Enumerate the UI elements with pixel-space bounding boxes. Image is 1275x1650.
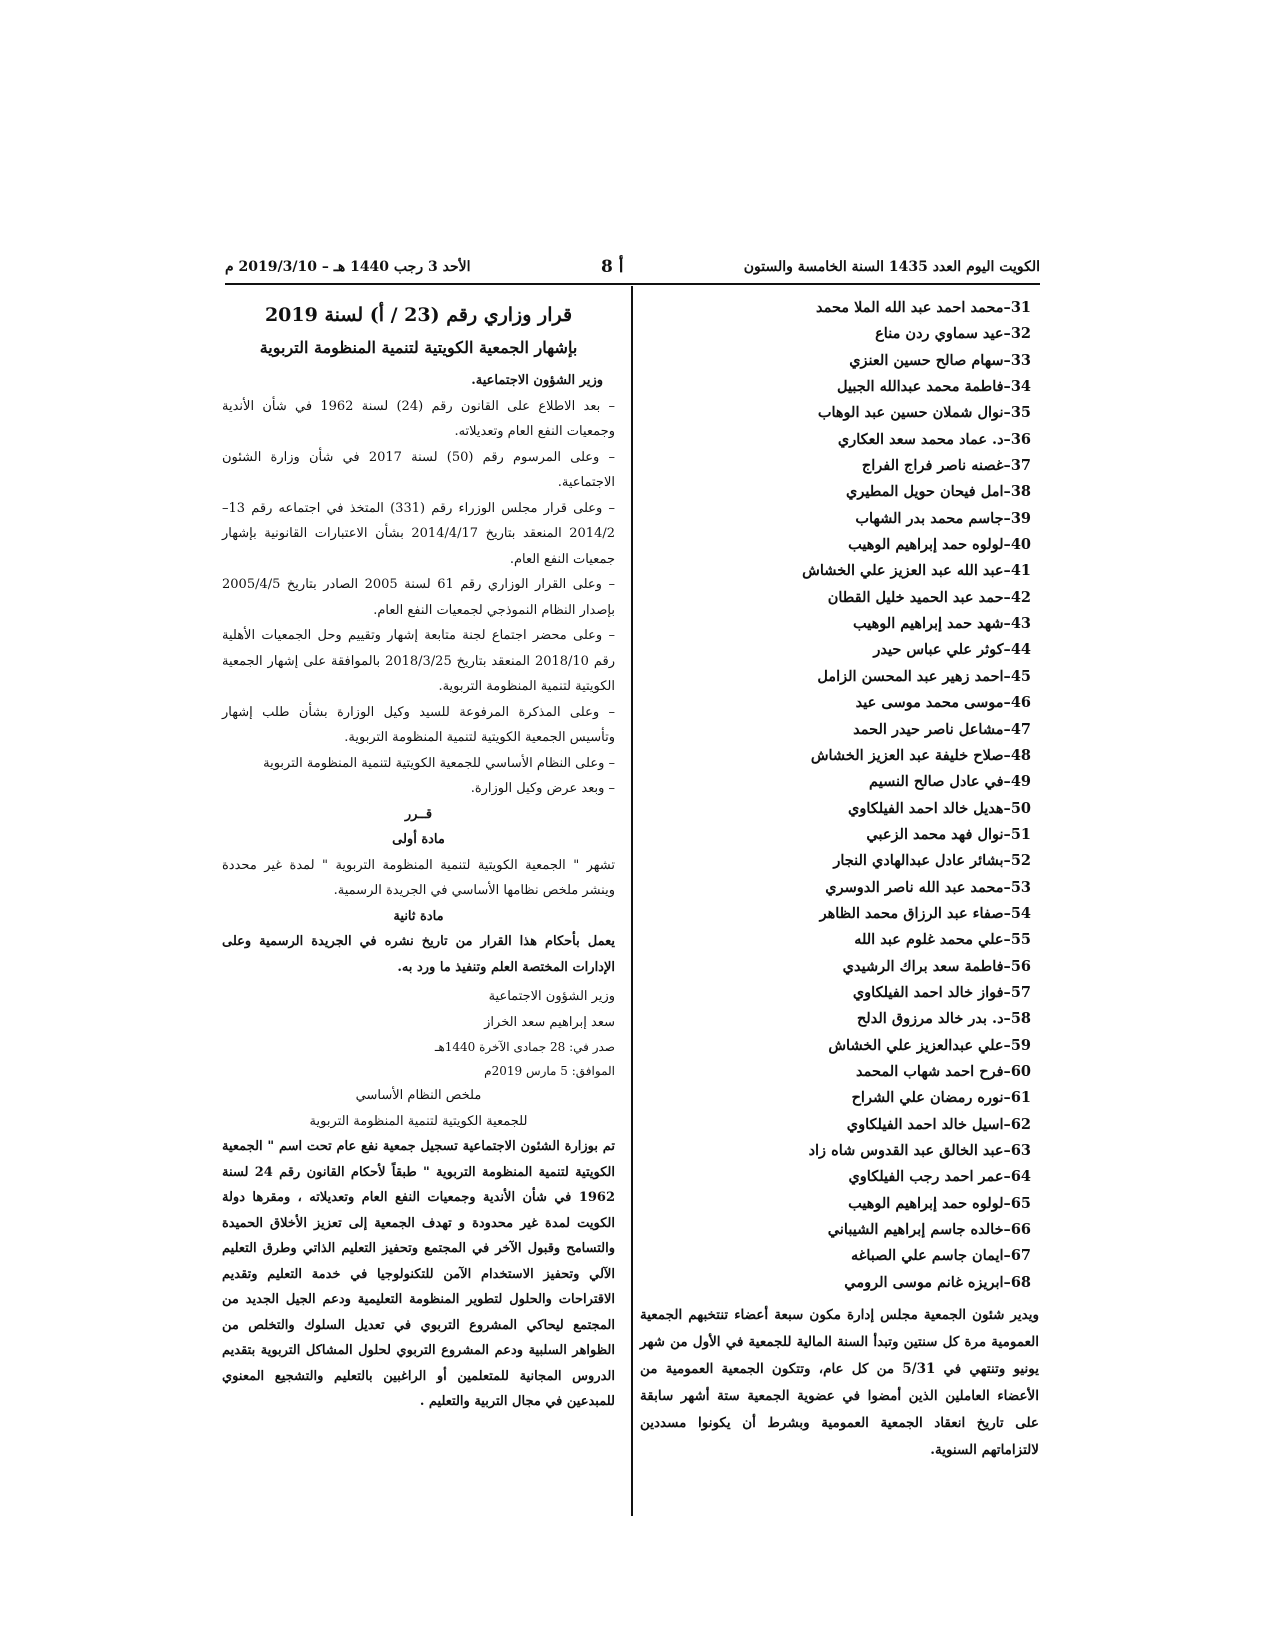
member-item: 61–نوره رمضان علي الشراح <box>851 1089 1031 1107</box>
left-column <box>222 298 615 1415</box>
issue-date: الأحد 3 رجب 1440 هـ – 2019/3/10 م <box>225 259 471 275</box>
dash-bullet: – <box>602 500 615 516</box>
member-item: 53–محمد عبد الله ناصر الدوسري <box>825 878 1031 896</box>
member-item: 59–علي عبدالعزيز علي الخشاش <box>828 1036 1031 1054</box>
member-item: 51–نوال فهد محمد الزعبي <box>866 825 1031 843</box>
header-divider <box>225 283 1040 285</box>
summary-text: تم بوزارة الشئون الاجتماعية تسجيل جمعية نفع عام تحت اسم " الجمعية الكويتية لتنمية المنظومة التربوية " طبقاً لأحكام القانون رقم 24 لسنة 1962 في شأن الأندية وجمعيات النفع العام وتعديلاته ، ومقرها دولة الكويت لمدة غير محدودة و تهدف الجمعية إلى تعزيز الأخلاق الحميدة والتسامح وقبول الآخر في المجتمع وتحفيز التعليم الذاتي وطرق التعليم الآلي وتحفيز الاستخدام الآمن للتكنولوجيا في خدمة التعليم وتقديم الاقتراحات والحلول لتطوير المنظومة التعليمية ودعم الجيل الجديد من المجتمع ليحاكي المشروع التربوي في تعديل السلوك والتخلص من الظواهر السلبية ودعم المشروع التربوي لحلول المشاكل التربوية بتقديم الدروس المجانية للمتعلمين أو الراغبين بالتعليم والتشجيع المعنوي للمبدعين في مجال التربية والتعليم . <box>222 1139 615 1409</box>
dash-bullet: – <box>604 781 615 796</box>
issued-hijri-date: صدر في: 28 جمادى الآخرة 1440هـ <box>434 1040 615 1054</box>
member-item: 47–مشاعل ناصر حيدر الحمد <box>853 720 1031 738</box>
member-item: 67–ايمان جاسم علي الصباغه <box>851 1247 1031 1265</box>
article-1-title: مادة أولى <box>392 832 445 847</box>
member-item: 63–عبد الخالق عبد القدوس شاه زاد <box>808 1142 1031 1159</box>
dash-bullet: – <box>599 704 615 720</box>
member-item: 40–لولوه حمد إبراهيم الوهيب <box>848 536 1031 554</box>
summary-subtitle: للجمعية الكويتية لتنمية المنظومة التربوية <box>309 1113 528 1129</box>
recital-item <box>222 394 615 445</box>
member-item: 62–اسيل خالد احمد الفيلكاوي <box>846 1115 1031 1133</box>
dash-bullet: – <box>600 398 616 414</box>
recital-text: وبعد عرض وكيل الوزارة. <box>470 781 605 796</box>
member-item: 66–خالده جاسم إبراهيم الشيباني <box>827 1221 1031 1239</box>
recitals-list <box>222 394 615 802</box>
member-item: 37–غصنه ناصر فراج الفراج <box>861 457 1031 475</box>
recital-item <box>222 496 615 573</box>
recital-item <box>222 751 615 777</box>
recital-item <box>222 700 615 751</box>
recital-text: وعلى المذكرة المرفوعة للسيد وكيل الوزارة بشأن طلب إشهار وتأسيس الجمعية الكويتية لتنمية المنظومة التربوية. <box>222 704 615 745</box>
dash-bullet: – <box>602 628 615 643</box>
member-item: 64–عمر احمد رجب الفيلكاوي <box>848 1168 1031 1186</box>
article-2-title: مادة ثانية <box>393 908 444 924</box>
member-item: 57–فواز خالد احمد الفيلكاوي <box>852 983 1031 1001</box>
page-header <box>225 255 1040 285</box>
member-item: 45–احمد زهير عبد المحسن الزامل <box>817 667 1031 685</box>
recital-text: وعلى القرار الوزاري رقم 61 لسنة 2005 الصادر بتاريخ 2005/4/5 بإصدار النظام النموذجي لجمعيات النفع العام. <box>222 577 615 618</box>
signer-name: سعد إبراهيم سعد الخراز <box>484 1014 615 1030</box>
member-item: 41–عبد الله عبد العزيز علي الخشاش <box>802 562 1031 580</box>
member-item: 68–ابريزه غانم موسى الرومي <box>844 1273 1031 1291</box>
recital-item <box>222 445 615 496</box>
dash-bullet: – <box>599 449 615 465</box>
member-item: 42–حمد عبد الحميد خليل القطان <box>827 588 1031 606</box>
article-2-text: يعمل بأحكام هذا القرار من تاريخ نشره في الجريدة الرسمية وعلى الإدارات المختصة العلم وتنفيذ ما ورد به. <box>222 934 615 975</box>
right-column <box>640 295 1045 1464</box>
member-item: 50–هديل خالد احمد الفيلكاوي <box>848 799 1031 817</box>
issued-gregorian-date: الموافق: 5 مارس 2019م <box>484 1064 615 1078</box>
recital-item <box>222 572 615 623</box>
recital-text: وعلى قرار مجلس الوزراء رقم (331) المتخذ في اجتماعه رقم 13–2014/2 المنعقد بتاريخ 2014/4/17 بشأن الاعتبارات القانونية بإشهار جمعيات النفع العام. <box>222 500 615 567</box>
member-list <box>640 295 1045 1296</box>
dash-bullet: – <box>604 755 615 771</box>
gazette-issue-label: الكويت اليوم العدد 1435 السنة الخامسة والستون <box>743 259 1040 275</box>
member-item: 52–بشائر عادل عبدالهادي النجار <box>833 852 1031 870</box>
member-item: 43–شهد حمد إبراهيم الوهيب <box>853 615 1031 633</box>
recital-text: وعلى المرسوم رقم (50) لسنة 2017 في شأن وزارة الشئون الاجتماعية. <box>222 449 615 490</box>
member-item: 55–علي محمد غلوم عبد الله <box>854 931 1031 949</box>
board-paragraph: ويدير شئون الجمعية مجلس إدارة مكون سبعة أعضاء تنتخبهم الجمعية العمومية مرة كل سنتين وتبدأ السنة المالية للجمعية في الأول من شهر يونيو وتنتهي في 5/31 من كل عام، وتتكون الجمعية العمومية من الأعضاء العاملين الذين أمضوا في عضوية الجمعية ستة أشهر سابقة على تاريخ انعقاد الجمعية العمومية وبشرط أن يكونوا مسددين لالتزاماتهم السنوية. <box>640 1307 1039 1459</box>
decided-heading: قــرر <box>404 806 433 822</box>
member-item: 32–عيد سماوي ردن مناع <box>875 325 1031 343</box>
page-number: 8 أ <box>601 257 624 277</box>
decree-subtitle: بإشهار الجمعية الكويتية لتنمية المنظومة التربوية <box>259 338 578 357</box>
member-item: 33–سهام صالح حسين العنزي <box>849 351 1031 369</box>
recital-item <box>222 776 615 802</box>
member-item: 54–صفاء عبد الرزاق محمد الظاهر <box>819 904 1031 922</box>
member-item: 38–امل فيحان حويل المطيري <box>845 483 1031 501</box>
member-item: 49–في عادل صالح النسيم <box>869 773 1031 791</box>
member-item: 34–فاطمة محمد عبدالله الجبيل <box>837 378 1031 396</box>
member-item: 44–كوثر علي عباس حيدر <box>873 641 1031 659</box>
member-item: 31–محمد احمد عبد الله الملا محمد <box>815 299 1031 316</box>
member-item: 65–لولوه حمد إبراهيم الوهيب <box>848 1194 1031 1212</box>
recital-text: وعلى محضر اجتماع لجنة متابعة إشهار وتقييم وحل الجمعيات الأهلية رقم 2018/10 المنعقد بتاريخ 2018/3/25 بالموافقة على إشهار الجمعية الكويتية لتنمية المنظومة التربوية. <box>222 628 616 694</box>
member-item: 46–موسى محمد موسى عيد <box>855 694 1031 712</box>
article-1-text: تشهر " الجمعية الكويتية لتنمية المنظومة التربوية " لمدة غير محددة وينشر ملخص نظامها الأساسي في الجريدة الرسمية. <box>222 857 615 898</box>
dash-bullet: – <box>601 577 615 592</box>
recital-item <box>222 623 615 700</box>
member-item: 58–د. بدر خالد مرزوق الدلح <box>856 1010 1031 1028</box>
member-item: 56–فاطمة سعد براك الرشيدي <box>842 957 1031 975</box>
decree-title: قرار وزاري رقم (23 / أ) لسنة 2019 <box>264 304 573 326</box>
issuing-minister: وزير الشؤون الاجتماعية. <box>471 373 603 388</box>
summary-title: ملخص النظام الأساسي <box>355 1088 482 1103</box>
member-item: 60–فرح احمد شهاب المحمد <box>856 1062 1031 1080</box>
member-item: 35–نوال شملان حسين عبد الوهاب <box>817 404 1031 422</box>
signer-title: وزير الشؤون الاجتماعية <box>488 989 615 1004</box>
member-item: 48–صلاح خليفة عبد العزيز الخشاش <box>810 746 1031 764</box>
recital-text: وعلى النظام الأساسي للجمعية الكويتية لتنمية المنظومة التربوية <box>263 755 605 771</box>
recital-text: بعد الاطلاع على القانون رقم (24) لسنة 1962 في شأن الأندية وجمعيات النفع العام وتعديلاته. <box>222 398 615 439</box>
member-item: 36–د. عماد محمد سعد العكاري <box>837 430 1031 448</box>
column-divider <box>631 286 633 1516</box>
member-item: 39–جاسم محمد بدر الشهاب <box>855 509 1031 527</box>
